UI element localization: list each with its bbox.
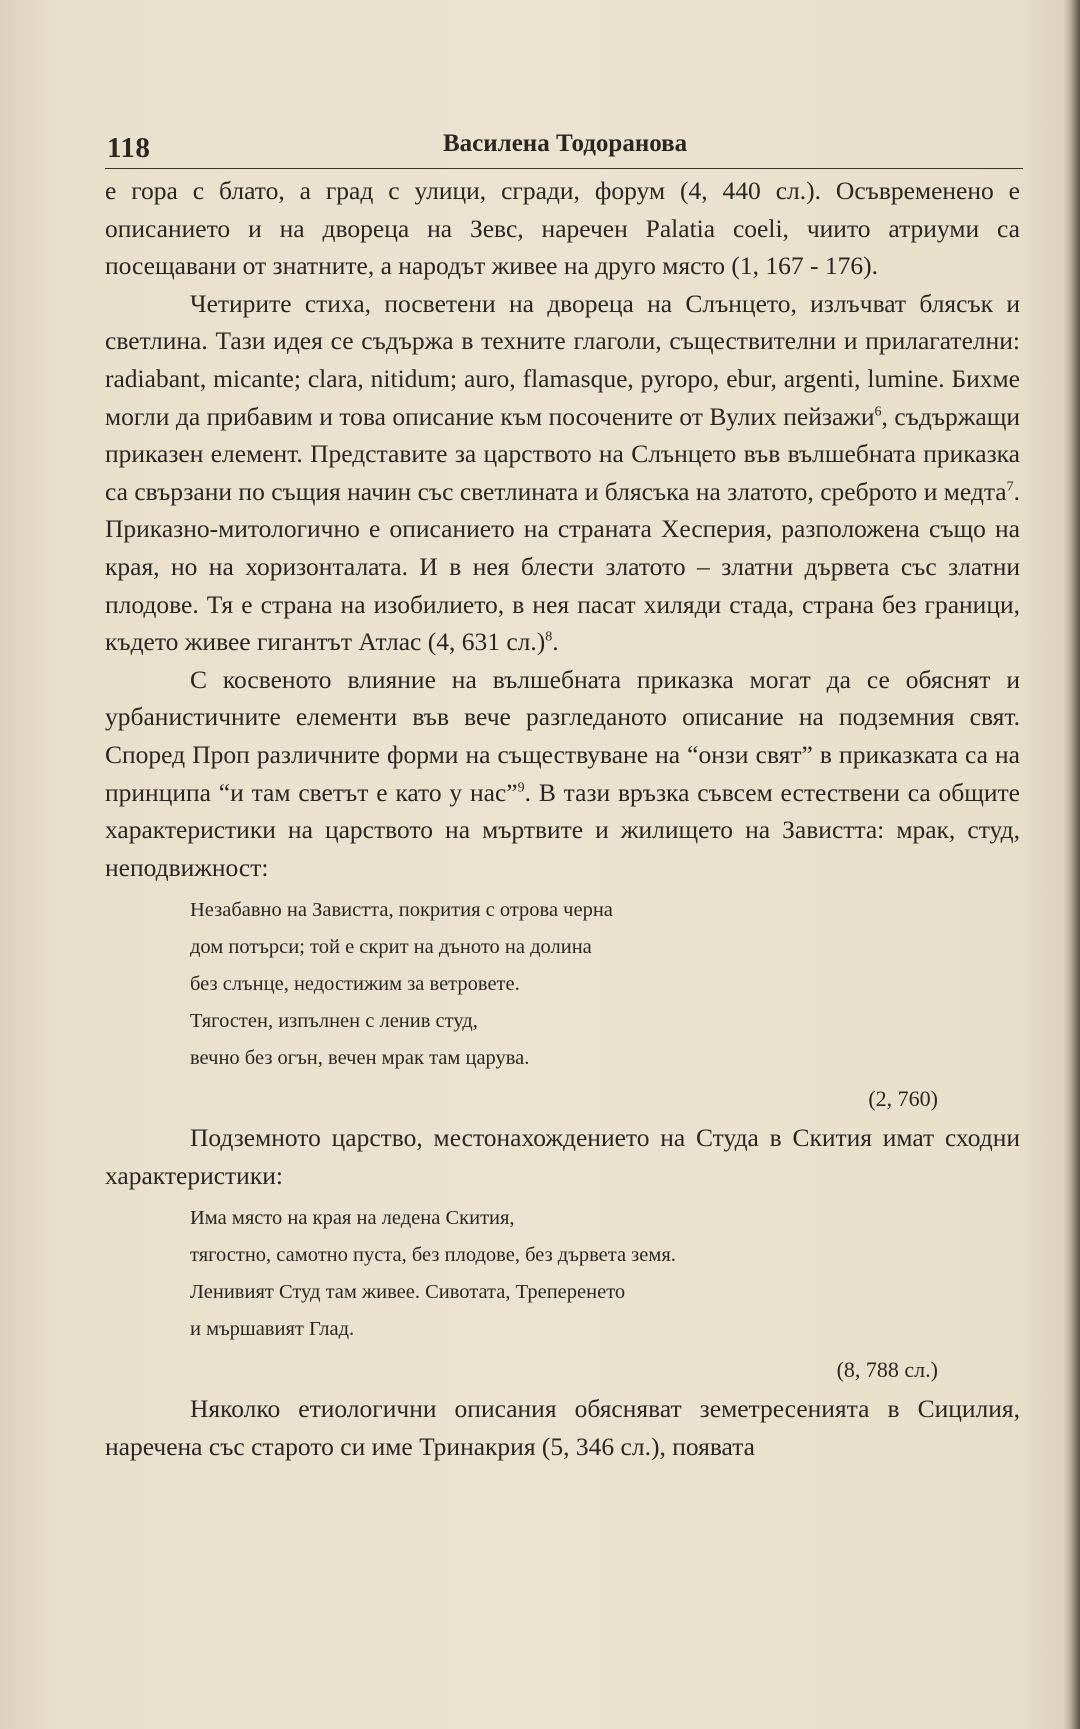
footnote-ref-9: 9 — [517, 780, 525, 795]
verse-line: Има място на края на ледена Скития, — [190, 1207, 515, 1230]
verse-line: вечно без огън, вечен мрак там царува. — [190, 1047, 530, 1070]
paragraph-3-text-a: С косвеното влияние на вълшебната приказка могат да се обяснят и урбанистичните елементи във вече разгледаното описание на подземния свят. Според Проп различните форми на съществуване на “онзи свят” в приказката са на принципа “и там светът е като у нас” — [105, 664, 1020, 807]
verse-quote-2 — [190, 1200, 1020, 1348]
verse-line: дом потърси; той е скрит на дъното на долина — [190, 936, 592, 959]
paragraph-2 — [105, 285, 1020, 661]
paragraph-2-text-d: . — [552, 627, 559, 657]
paragraph-3-text-b: . В тази връзка съвсем естествени са общите характеристики на царството на мъртвите и жилището на Завистта: мрак, студ, неподвижност: — [105, 777, 1020, 882]
verse-line: и мършавият Глад. — [190, 1318, 355, 1341]
footnote-ref-7: 7 — [1006, 479, 1014, 495]
verse-line: Ленивият Студ там живее. Сивотата, Треперенето — [190, 1281, 626, 1304]
verse-line: без слънце, недостижим за ветровете. — [190, 973, 520, 996]
verse-line: Тягостен, изпълнен с ленив студ, — [190, 1010, 478, 1033]
page-edge-shadow — [1062, 0, 1080, 1729]
footnote-ref-6: 6 — [874, 404, 882, 420]
paragraph-5: Няколко етиологични описания обясняват земетресенията в Сицилия, наречена със старото си име Тринакрия (5, 346 сл.), появата — [105, 1394, 1020, 1462]
verse-citation-1: (2, 760) — [868, 1086, 938, 1112]
body-text — [105, 172, 1020, 1466]
verse-quote-1 — [190, 892, 1020, 1077]
running-head-author: Василена Тодоранова — [443, 130, 688, 157]
paragraph-2-text-b: , съдържащи приказен елемент. Представите за царството на Слънцето във вълшебната приказка са свързани по същия начин със светлината и блясъка на златото, среброто и медта — [105, 401, 1020, 506]
verse-line: тягостно, самотно пуста, без плодове, без дървета земя. — [190, 1244, 676, 1267]
verse-citation-2: (8, 788 сл.) — [836, 1357, 938, 1383]
verse-line: Незабавно на Завистта, покрития с отрова черна — [190, 899, 613, 922]
paragraph-2-text-c: . Приказно-митологично е описанието на страната Хесперия, разположена също на края, но на хоризонталата. И в нея блести златото – златни дървета със златни плодове. Тя е страна на изобилието, в нея пасат хиляди стада, страна без граници, където живее гигантът Атлас (4, 631 сл.) — [105, 476, 1020, 657]
paragraph-4: Подземното царство, местонахождението на Студа в Скития имат сходни характеристики: — [105, 1123, 1020, 1190]
footnote-ref-8: 8 — [545, 629, 553, 645]
paragraph-2-text-a: Четирите стиха, посветени на двореца на Слънцето, излъчват блясък и светлина. Тази идея се съдържа в техните глаголи, съществителни и прилагателни: radiabant, micante; clara, nitidum; auro, flamasque, pyropo, ebur, argenti, lumine. Бихме могли да прибавим и това описание към посочените от Вулих пейзажи — [105, 288, 1020, 431]
page-number: 118 — [107, 132, 151, 164]
paragraph-1: е гора с блато, а град с улици, сгради, форум (4, 440 сл.). Осъвременено е описанието и на двореца на Зевс, наречен Palatia coeli, чиито атриуми са посещавани от знатните, а народът живее на друго място (1, 167 - 176). — [105, 176, 1020, 281]
paragraph-3 — [105, 661, 1020, 887]
page-header — [105, 128, 1023, 169]
